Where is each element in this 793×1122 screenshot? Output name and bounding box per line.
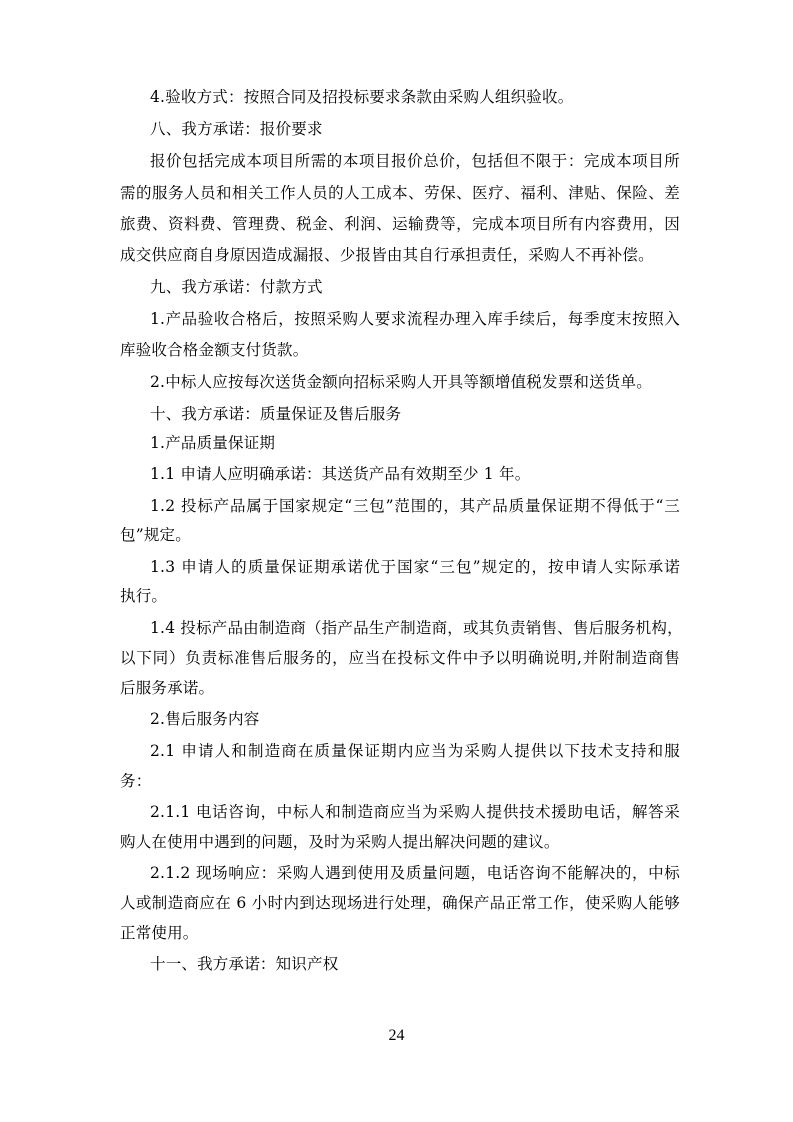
paragraph-line: 以下同）负责标准售后服务的，应当在投标文件中予以明确说明,并附制造商售 xyxy=(120,649,680,667)
paragraph-line: 旅费、资料费、管理费、税金、利润、运输费等，完成本项目所有内容费用，因 xyxy=(120,215,680,233)
paragraph-line: 2.1 申请人和制造商在质量保证期内应当为采购人提供以下技术支持和服 xyxy=(150,742,680,760)
paragraph-line: 1.3 申请人的质量保证期承诺优于国家“三包”规定的，按申请人实际承诺 xyxy=(150,558,680,576)
paragraph-line: 2.1.2 现场响应：采购人遇到使用及质量问题，电话咨询不能解决的，中标 xyxy=(150,864,680,882)
paragraph-line: 购人在使用中遇到的问题，及时为采购人提出解决问题的建议。 xyxy=(120,833,560,851)
paragraph-line: 正常使用。 xyxy=(120,924,199,942)
paragraph-line: 2.中标人应按每次送货金额向招标采购人开具等额增值税发票和送货单。 xyxy=(150,373,652,391)
paragraph-line: 务： xyxy=(120,772,152,790)
section-heading: 十一、我方承诺：知识产权 xyxy=(150,955,339,973)
paragraph-line: 2.1.1 电话咨询，中标人和制造商应当为采购人提供技术援助电话，解答采 xyxy=(150,803,680,821)
paragraph-line: 后服务承诺。 xyxy=(120,679,215,697)
page-number: 24 xyxy=(388,1027,405,1044)
paragraph-line: 1.4 投标产品由制造商（指产品生产制造商，或其负责销售、售后服务机构， xyxy=(150,619,683,637)
paragraph-line: 1.2 投标产品属于国家规定“三包”范围的，其产品质量保证期不得低于“三 xyxy=(150,497,680,515)
paragraph-line: 库验收合格金额支付货款。 xyxy=(120,341,309,359)
paragraph-line: 4.验收方式：按照合同及招投标要求条款由采购人组织验收。 xyxy=(150,88,574,106)
subsection-heading: 2.售后服务内容 xyxy=(150,710,260,728)
section-heading: 八、我方承诺：报价要求 xyxy=(150,120,323,138)
paragraph-line: 1.产品验收合格后，按照采购人要求流程办理入库手续后，每季度末按照入 xyxy=(150,310,680,328)
paragraph-line: 执行。 xyxy=(120,587,168,605)
paragraph-line: 包”规定。 xyxy=(120,526,191,544)
subsection-heading: 1.产品质量保证期 xyxy=(150,434,276,452)
paragraph-line: 1.1 申请人应明确承诺：其送货产品有效期至少 1 年。 xyxy=(150,465,531,483)
paragraph-line: 人或制造商应在 6 小时内到达现场进行处理，确保产品正常工作，使采购人能够 xyxy=(120,894,680,912)
section-heading: 九、我方承诺：付款方式 xyxy=(150,278,323,296)
section-heading: 十、我方承诺：质量保证及售后服务 xyxy=(150,405,402,423)
paragraph-line: 报价包括完成本项目所需的本项目报价总价，包括但不限于：完成本项目所 xyxy=(150,152,680,170)
paragraph-line: 需的服务人员和相关工作人员的人工成本、劳保、医疗、福利、津贴、保险、差 xyxy=(120,184,680,202)
paragraph-line: 成交供应商自身原因造成漏报、少报皆由其自行承担责任，采购人不再补偿。 xyxy=(120,246,654,264)
